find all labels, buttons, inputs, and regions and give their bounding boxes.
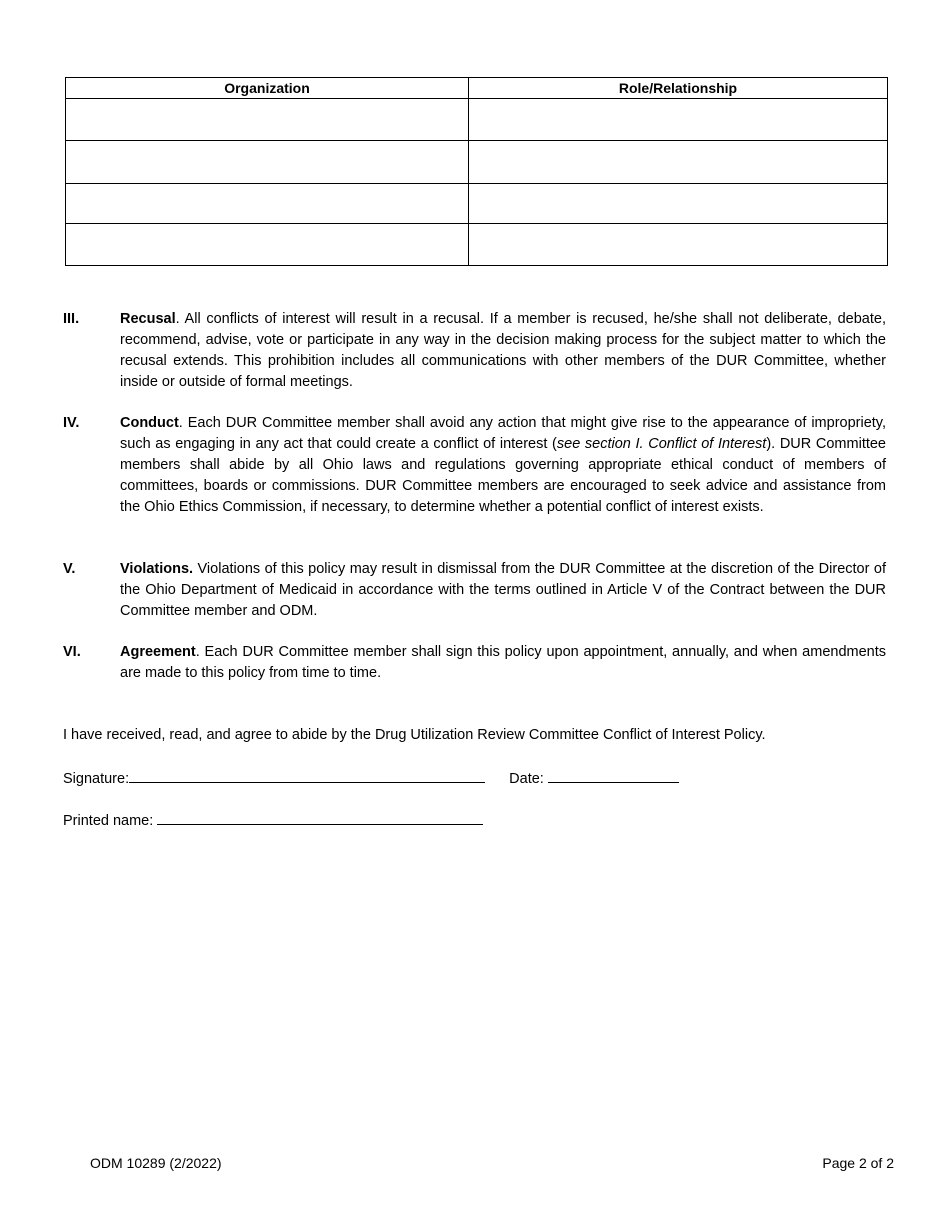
- printed-name-row: [63, 809, 483, 832]
- printed-name-field[interactable]: [157, 809, 483, 825]
- role-cell[interactable]: [469, 141, 888, 184]
- organization-cell[interactable]: [66, 184, 469, 224]
- section-number: III.: [63, 311, 80, 327]
- date-field[interactable]: [548, 767, 679, 783]
- signature-label: Signature:: [63, 771, 130, 787]
- signature-field[interactable]: [129, 767, 485, 783]
- organization-cell[interactable]: [66, 224, 469, 266]
- organization-role-table: [65, 77, 888, 266]
- table-row: [66, 184, 888, 224]
- section-text: . Each DUR Committee member shall avoid any action that might give rise to the appearance of impropriety, such as engaging in any act that could create a conflict of interest (: [120, 415, 886, 452]
- section-heading: Recusal: [120, 311, 176, 327]
- organization-cell[interactable]: [66, 141, 469, 184]
- table-row: [66, 99, 888, 141]
- form-id: ODM 10289 (2/2022): [90, 1155, 222, 1171]
- section-text: ). DUR Committee members shall abide by all Ohio laws and regulations governing appropriate ethical conduct of members of committees, boards or commissions. DUR Committee members are encouraged to seek advice and assistance from the Ohio Ethics Commission, if necessary, to determine whether a potential conflict of interest exists.: [120, 436, 886, 515]
- section-body: [120, 413, 886, 518]
- role-cell[interactable]: [469, 99, 888, 141]
- section-recusal: [63, 309, 886, 393]
- section-text: . Each DUR Committee member shall sign this policy upon appointment, annually, and when amendments are made to this policy from time to time.: [120, 644, 886, 681]
- section-body: [120, 642, 886, 684]
- date-label: Date:: [509, 771, 544, 787]
- section-text: Violations of this policy may result in dismissal from the DUR Committee at the discretion of the Director of the Ohio Department of Medicaid in accordance with the terms outlined in Article V of the Contract between the DUR Committee member and ODM.: [120, 561, 886, 619]
- organization-cell[interactable]: [66, 99, 469, 141]
- table-row: [66, 224, 888, 266]
- table-row: [66, 141, 888, 184]
- section-number: VI.: [63, 644, 81, 660]
- role-cell[interactable]: [469, 184, 888, 224]
- section-agreement: [63, 642, 886, 684]
- signature-row: [63, 767, 679, 790]
- section-heading: Agreement: [120, 644, 196, 660]
- section-heading: Conduct: [120, 415, 179, 431]
- section-number: IV.: [63, 415, 80, 431]
- column-header-role: Role/Relationship: [469, 78, 888, 99]
- page-number: Page 2 of 2: [822, 1155, 894, 1171]
- section-violations: [63, 559, 886, 622]
- acknowledgement-statement: I have received, read, and agree to abide by the Drug Utilization Review Committee Conflict of Interest Policy.: [63, 727, 766, 743]
- table-header-row: [66, 78, 888, 99]
- section-body: [120, 559, 886, 622]
- section-heading: Violations.: [120, 561, 194, 577]
- section-conduct: [63, 413, 886, 518]
- printed-name-label: Printed name:: [63, 813, 154, 829]
- section-text: . All conflicts of interest will result in a recusal. If a member is recused, he/she shall not deliberate, debate, recommend, advise, vote or participate in any way in the decision making process for the subject matter to which the recusal extends. This prohibition includes all communications with other members of the DUR Committee, whether inside or outside of formal meetings.: [120, 311, 886, 390]
- column-header-organization: Organization: [66, 78, 469, 99]
- section-reference: see section I. Conflict of Interest: [556, 436, 767, 452]
- section-number: V.: [63, 561, 76, 577]
- role-cell[interactable]: [469, 224, 888, 266]
- section-body: [120, 309, 886, 393]
